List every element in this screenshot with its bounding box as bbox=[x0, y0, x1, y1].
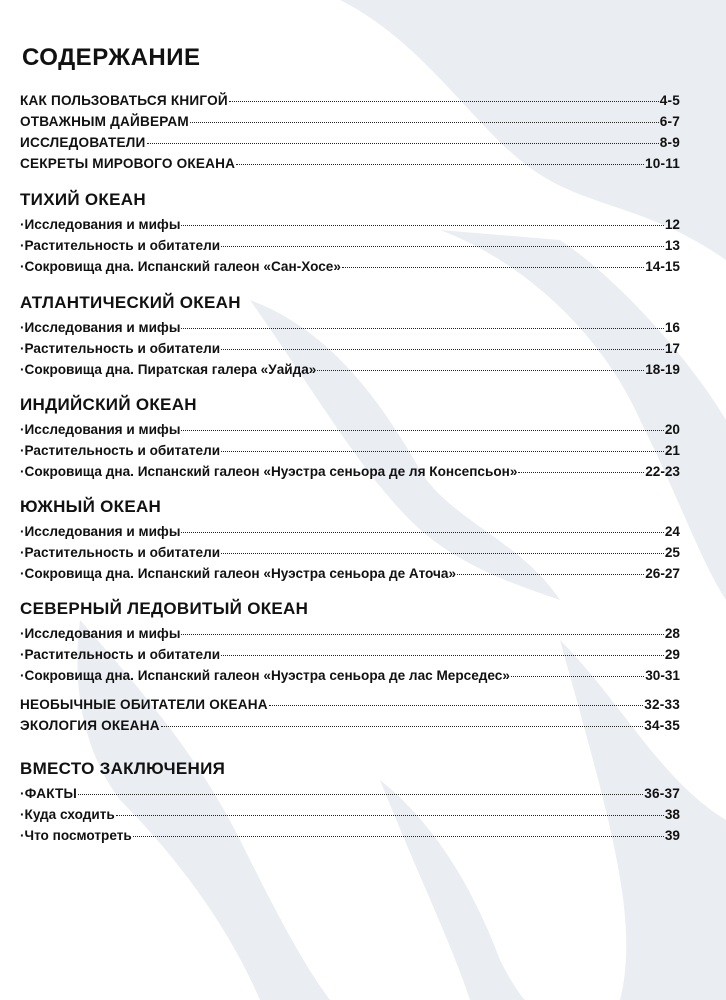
dot-leader bbox=[181, 224, 663, 226]
dot-leader bbox=[317, 369, 644, 371]
dot-leader bbox=[221, 552, 664, 554]
toc-entry[interactable] bbox=[20, 90, 680, 111]
toc-entry-label: СЕКРЕТЫ МИРОВОГО ОКЕАНА bbox=[20, 156, 236, 171]
toc-entry[interactable] bbox=[20, 359, 680, 380]
toc-entry-label: ·Сокровища дна. Испанский галеон «Нуэстра сеньора де Аточа» bbox=[20, 566, 457, 581]
toc-entry-label: ·Исследования и мифы bbox=[20, 626, 181, 641]
dot-leader bbox=[221, 654, 664, 656]
toc-entry-label: ·Сокровища дна. Пиратская галера «Уайда» bbox=[20, 362, 317, 377]
toc-entry[interactable] bbox=[20, 440, 680, 461]
toc-entry-page-number: 18-19 bbox=[645, 362, 680, 377]
dot-leader bbox=[116, 814, 664, 816]
toc-entry-page-number: 16 bbox=[664, 320, 680, 335]
toc-entry-label: ·Растительность и обитатели bbox=[20, 647, 221, 662]
toc-entry-page-number: 26-27 bbox=[645, 566, 680, 581]
toc-entry-page-number: 32-33 bbox=[644, 697, 680, 712]
toc-section-southern bbox=[20, 496, 680, 584]
toc-entry-label: ·Куда сходить bbox=[20, 807, 115, 822]
toc-entry[interactable] bbox=[20, 521, 680, 542]
toc-entry-label: ·Растительность и обитатели bbox=[20, 341, 221, 356]
toc-entry-label: НЕОБЫЧНЫЕ ОБИТАТЕЛИ ОКЕАНА bbox=[20, 697, 268, 712]
section-title: ЮЖНЫЙ ОКЕАН bbox=[20, 497, 162, 516]
dot-leader bbox=[181, 327, 663, 329]
toc-entry[interactable] bbox=[20, 783, 680, 804]
dot-leader bbox=[133, 835, 664, 837]
toc-entry-page-number: 10-11 bbox=[644, 156, 680, 171]
toc-entry[interactable] bbox=[20, 419, 680, 440]
toc-entry[interactable] bbox=[20, 338, 680, 359]
toc-entry-page-number: 6-7 bbox=[659, 114, 680, 129]
toc-entry-label: ·Исследования и мифы bbox=[20, 524, 181, 539]
toc-entry-label: ИССЛЕДОВАТЕЛИ bbox=[20, 135, 146, 150]
toc-entry-label: ·Сокровища дна. Испанский галеон «Нуэстра сеньора де лас Мерседес» bbox=[20, 668, 510, 683]
toc-entry-page-number: 20 bbox=[664, 422, 680, 437]
toc-section-intro bbox=[20, 90, 680, 174]
toc-entry-page-number: 34-35 bbox=[644, 718, 680, 733]
toc-entry[interactable] bbox=[20, 214, 680, 235]
toc-entry-label: КАК ПОЛЬЗОВАТЬСЯ КНИГОЙ bbox=[20, 93, 228, 108]
toc-entry-page-number: 8-9 bbox=[659, 135, 680, 150]
section-title: ВМЕСТО ЗАКЛЮЧЕНИЯ bbox=[20, 759, 226, 778]
dot-leader bbox=[236, 163, 644, 165]
toc-entry-label: ·Растительность и обитатели bbox=[20, 545, 221, 560]
toc-entry-page-number: 17 bbox=[664, 341, 680, 356]
toc-entry-page-number: 28 bbox=[664, 626, 680, 641]
toc-entry[interactable] bbox=[20, 694, 680, 715]
toc-entry-label: ·Исследования и мифы bbox=[20, 217, 181, 232]
toc-entry-label: ·Что посмотреть bbox=[20, 828, 132, 843]
toc-entry[interactable] bbox=[20, 153, 680, 174]
toc-section-conclusion bbox=[20, 758, 680, 846]
section-title: СЕВЕРНЫЙ ЛЕДОВИТЫЙ ОКЕАН bbox=[20, 599, 309, 618]
toc-entry[interactable] bbox=[20, 644, 680, 665]
toc-entry-page-number: 24 bbox=[664, 524, 680, 539]
toc-entry-page-number: 30-31 bbox=[645, 668, 680, 683]
toc-entry[interactable] bbox=[20, 256, 680, 277]
toc-entry-page-number: 13 bbox=[664, 238, 680, 253]
toc-entry[interactable] bbox=[20, 825, 680, 846]
toc-entry-page-number: 4-5 bbox=[659, 93, 680, 108]
toc-entry-label: ·Сокровища дна. Испанский галеон «Сан-Хосе» bbox=[20, 259, 341, 274]
toc-entry-page-number: 38 bbox=[664, 807, 680, 822]
toc-entry-label: ЭКОЛОГИЯ ОКЕАНА bbox=[20, 718, 160, 733]
toc-entry-page-number: 29 bbox=[664, 647, 680, 662]
dot-leader bbox=[342, 266, 644, 268]
toc-section-inhabitants-ecology bbox=[20, 694, 680, 736]
dot-leader bbox=[229, 100, 659, 102]
toc-entry-label: ·Исследования и мифы bbox=[20, 422, 181, 437]
toc-entry[interactable] bbox=[20, 461, 680, 482]
toc-entry-label: ОТВАЖНЫМ ДАЙВЕРАМ bbox=[20, 114, 189, 129]
dot-leader bbox=[221, 348, 664, 350]
toc-entry-label: ·ФАКТЫ bbox=[20, 786, 78, 801]
dot-leader bbox=[457, 573, 644, 575]
toc-entry-label: ·Сокровища дна. Испанский галеон «Нуэстра сеньора де ля Консепсьон» bbox=[20, 464, 518, 479]
toc-entry-page-number: 39 bbox=[664, 828, 680, 843]
toc-entry-page-number: 12 bbox=[664, 217, 680, 232]
toc-entry-page-number: 22-23 bbox=[645, 464, 680, 479]
dot-leader bbox=[511, 675, 644, 677]
dot-leader bbox=[221, 245, 664, 247]
dot-leader bbox=[190, 121, 659, 123]
toc-section-atlantic bbox=[20, 292, 680, 380]
toc-entry[interactable] bbox=[20, 111, 680, 132]
dot-leader bbox=[181, 531, 663, 533]
dot-leader bbox=[78, 793, 643, 795]
dot-leader bbox=[181, 633, 663, 635]
toc-section-arctic bbox=[20, 598, 680, 686]
dot-leader bbox=[181, 429, 663, 431]
toc-entry[interactable] bbox=[20, 715, 680, 736]
toc-entry-page-number: 14-15 bbox=[645, 259, 680, 274]
toc-entry[interactable] bbox=[20, 132, 680, 153]
toc-entry[interactable] bbox=[20, 317, 680, 338]
toc-entry-label: ·Исследования и мифы bbox=[20, 320, 181, 335]
toc-entry[interactable] bbox=[20, 542, 680, 563]
section-title: ТИХИЙ ОКЕАН bbox=[20, 190, 146, 209]
toc-entry[interactable] bbox=[20, 235, 680, 256]
toc-section-indian bbox=[20, 394, 680, 482]
toc-entry-page-number: 36-37 bbox=[644, 786, 680, 801]
toc-entry[interactable] bbox=[20, 804, 680, 825]
dot-leader bbox=[161, 725, 643, 727]
dot-leader bbox=[221, 450, 664, 452]
toc-entry[interactable] bbox=[20, 665, 680, 686]
dot-leader bbox=[518, 471, 644, 473]
toc-entry-label: ·Растительность и обитатели bbox=[20, 443, 221, 458]
section-title: ИНДИЙСКИЙ ОКЕАН bbox=[20, 395, 197, 414]
toc-section-pacific bbox=[20, 189, 680, 277]
section-title: АТЛАНТИЧЕСКИЙ ОКЕАН bbox=[20, 293, 241, 312]
toc-entry[interactable] bbox=[20, 623, 680, 644]
toc-entry-label: ·Растительность и обитатели bbox=[20, 238, 221, 253]
dot-leader bbox=[147, 142, 659, 144]
toc-entry[interactable] bbox=[20, 563, 680, 584]
page-title: СОДЕРЖАНИЕ bbox=[22, 44, 201, 71]
toc-entry-page-number: 25 bbox=[664, 545, 680, 560]
dot-leader bbox=[269, 704, 643, 706]
toc-entry-page-number: 21 bbox=[664, 443, 680, 458]
